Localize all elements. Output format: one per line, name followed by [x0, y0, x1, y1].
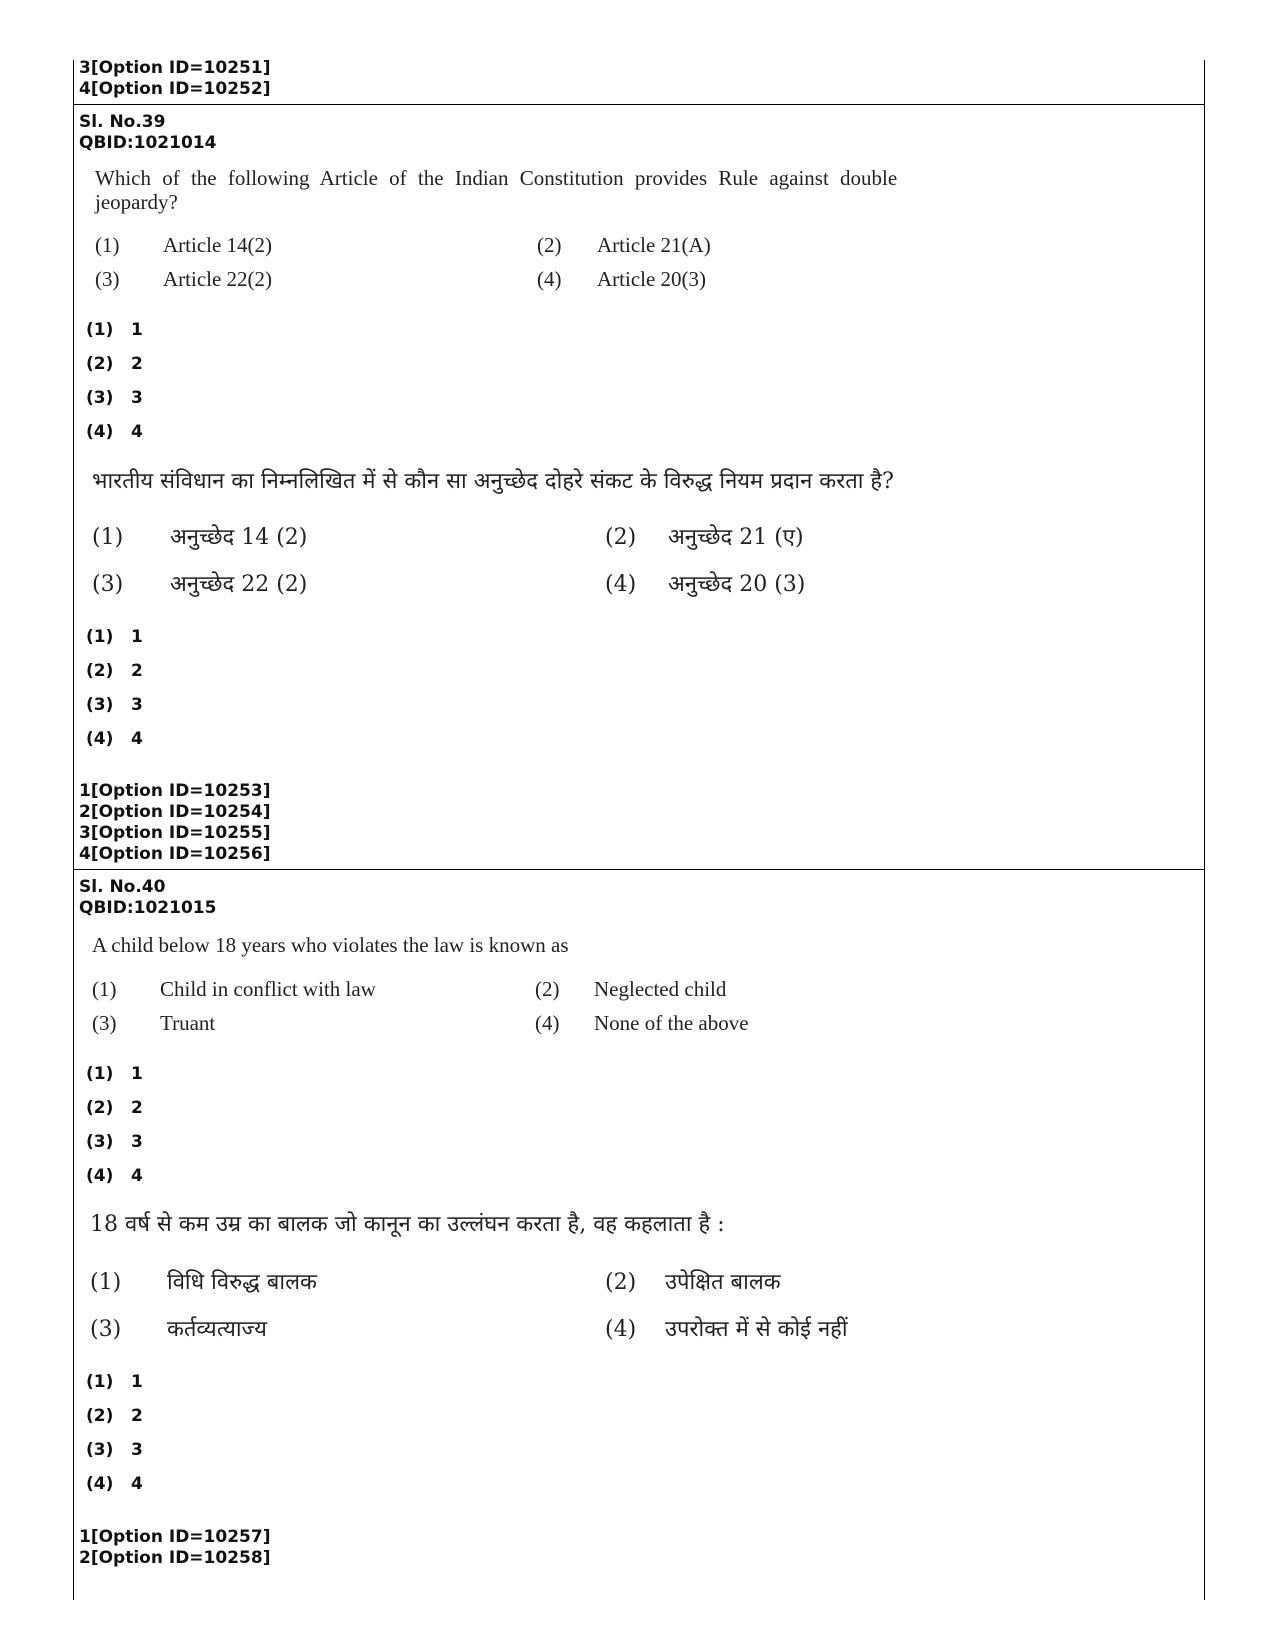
- answer-value: 2: [131, 354, 143, 374]
- answer-number: (4): [86, 1474, 114, 1494]
- answer-option[interactable]: [86, 1474, 143, 1494]
- option-id-line: 2[Option ID=10254]: [79, 802, 271, 822]
- answer-number: (4): [86, 422, 114, 442]
- choice-text: Article 14(2): [163, 233, 273, 257]
- choice-number: (3): [95, 267, 120, 291]
- choice-text: कर्तव्यत्याज्य: [167, 1317, 267, 1342]
- choice-number: (1): [90, 1270, 122, 1295]
- question-text-en: jeopardy?: [95, 190, 178, 214]
- answer-value: 4: [131, 729, 143, 749]
- answer-number: (3): [86, 695, 114, 715]
- answer-value: 1: [131, 1372, 143, 1392]
- choice-number: (3): [90, 1317, 122, 1342]
- answer-value: 1: [131, 320, 143, 340]
- answer-number: (1): [86, 1064, 114, 1084]
- choice-number: (1): [95, 233, 120, 257]
- choice-text: अनुच्छेद 21 (ए): [668, 525, 804, 550]
- answer-value: 4: [131, 1166, 143, 1186]
- answer-option[interactable]: [86, 1372, 143, 1392]
- answer-number: (4): [86, 1166, 114, 1186]
- answer-value: 2: [131, 661, 143, 681]
- answer-value: 2: [131, 1098, 143, 1118]
- choice-number: (4): [605, 572, 637, 597]
- answer-option[interactable]: [86, 1064, 143, 1084]
- question-bank-id: QBID:1021014: [79, 133, 217, 153]
- choice-text: उपेक्षित बालक: [665, 1270, 781, 1295]
- choice-text: अनुच्छेद 20 (3): [668, 572, 806, 597]
- choice-number: (2): [605, 525, 637, 550]
- choice-number: (3): [92, 572, 124, 597]
- section-divider: [73, 104, 1204, 105]
- choice-number: (3): [92, 1011, 117, 1035]
- choice-text: Article 22(2): [163, 267, 273, 291]
- answer-option[interactable]: [86, 661, 143, 681]
- answer-option[interactable]: [86, 1132, 143, 1152]
- answer-value: 3: [131, 695, 143, 715]
- serial-number: Sl. No.40: [79, 877, 166, 897]
- answer-option[interactable]: [86, 627, 143, 647]
- option-id-line: 4[Option ID=10256]: [79, 844, 271, 864]
- choice-text: विधि विरुद्ध बालक: [167, 1270, 317, 1295]
- answer-number: (2): [86, 354, 114, 374]
- choice-text: Neglected child: [594, 977, 727, 1001]
- answer-number: (2): [86, 1406, 114, 1426]
- answer-number: (1): [86, 320, 114, 340]
- answer-option[interactable]: [86, 729, 143, 749]
- answer-option[interactable]: [86, 1098, 143, 1118]
- serial-number: Sl. No.39: [79, 112, 166, 132]
- choice-text: Truant: [160, 1011, 216, 1035]
- answer-number: (1): [86, 1372, 114, 1392]
- answer-number: (3): [86, 1440, 114, 1460]
- answer-option[interactable]: [86, 1440, 143, 1460]
- question-text-en: Which of the following Article of the Indian Constitution provides Rule against double: [95, 166, 898, 190]
- choice-text: अनुच्छेद 14 (2): [170, 525, 308, 550]
- choice-number: (2): [605, 1270, 637, 1295]
- option-id-line: 3[Option ID=10251]: [79, 58, 271, 78]
- choice-number: (1): [92, 525, 124, 550]
- choice-number: (1): [92, 977, 117, 1001]
- question-text-en: A child below 18 years who violates the law is known as: [92, 933, 569, 957]
- choice-text: उपरोक्त में से कोई नहीं: [665, 1317, 848, 1342]
- question-text-hi: 18 वर्ष से कम उम्र का बालक जो कानून का उल्लंघन करता है, वह कहलाता है :: [90, 1212, 725, 1237]
- answer-number: (3): [86, 388, 114, 408]
- choice-text: Article 21(A): [597, 233, 711, 257]
- choice-number: (2): [537, 233, 562, 257]
- choice-text: Article 20(3): [597, 267, 707, 291]
- question-text-hi: भारतीय संविधान का निम्नलिखित में से कौन सा अनुच्छेद दोहरे संकट के विरुद्ध नियम प्रदान करता है?: [92, 469, 894, 494]
- answer-number: (1): [86, 627, 114, 647]
- answer-option[interactable]: [86, 695, 143, 715]
- answer-value: 4: [131, 422, 143, 442]
- choice-text: None of the above: [594, 1011, 749, 1035]
- answer-number: (3): [86, 1132, 114, 1152]
- answer-number: (2): [86, 1098, 114, 1118]
- answer-value: 4: [131, 1474, 143, 1494]
- option-id-line: 1[Option ID=10253]: [79, 781, 271, 801]
- answer-option[interactable]: [86, 1406, 143, 1426]
- answer-number: (4): [86, 729, 114, 749]
- answer-value: 2: [131, 1406, 143, 1426]
- choice-number: (4): [537, 267, 562, 291]
- choice-text: Child in conflict with law: [160, 977, 376, 1001]
- choice-number: (4): [535, 1011, 560, 1035]
- answer-option[interactable]: [86, 354, 143, 374]
- choice-text: अनुच्छेद 22 (2): [170, 572, 308, 597]
- answer-value: 1: [131, 1064, 143, 1084]
- answer-value: 3: [131, 1132, 143, 1152]
- option-id-line: 1[Option ID=10257]: [79, 1527, 271, 1547]
- answer-option[interactable]: [86, 422, 143, 442]
- answer-option[interactable]: [86, 320, 143, 340]
- option-id-line: 3[Option ID=10255]: [79, 823, 271, 843]
- answer-value: 1: [131, 627, 143, 647]
- section-divider: [73, 869, 1204, 870]
- choice-number: (2): [535, 977, 560, 1001]
- choice-number: (4): [605, 1317, 637, 1342]
- answer-value: 3: [131, 388, 143, 408]
- answer-number: (2): [86, 661, 114, 681]
- option-id-line: 2[Option ID=10258]: [79, 1548, 271, 1568]
- option-id-line: 4[Option ID=10252]: [79, 79, 271, 99]
- answer-option[interactable]: [86, 1166, 143, 1186]
- answer-value: 3: [131, 1440, 143, 1460]
- question-bank-id: QBID:1021015: [79, 898, 217, 918]
- answer-option[interactable]: [86, 388, 143, 408]
